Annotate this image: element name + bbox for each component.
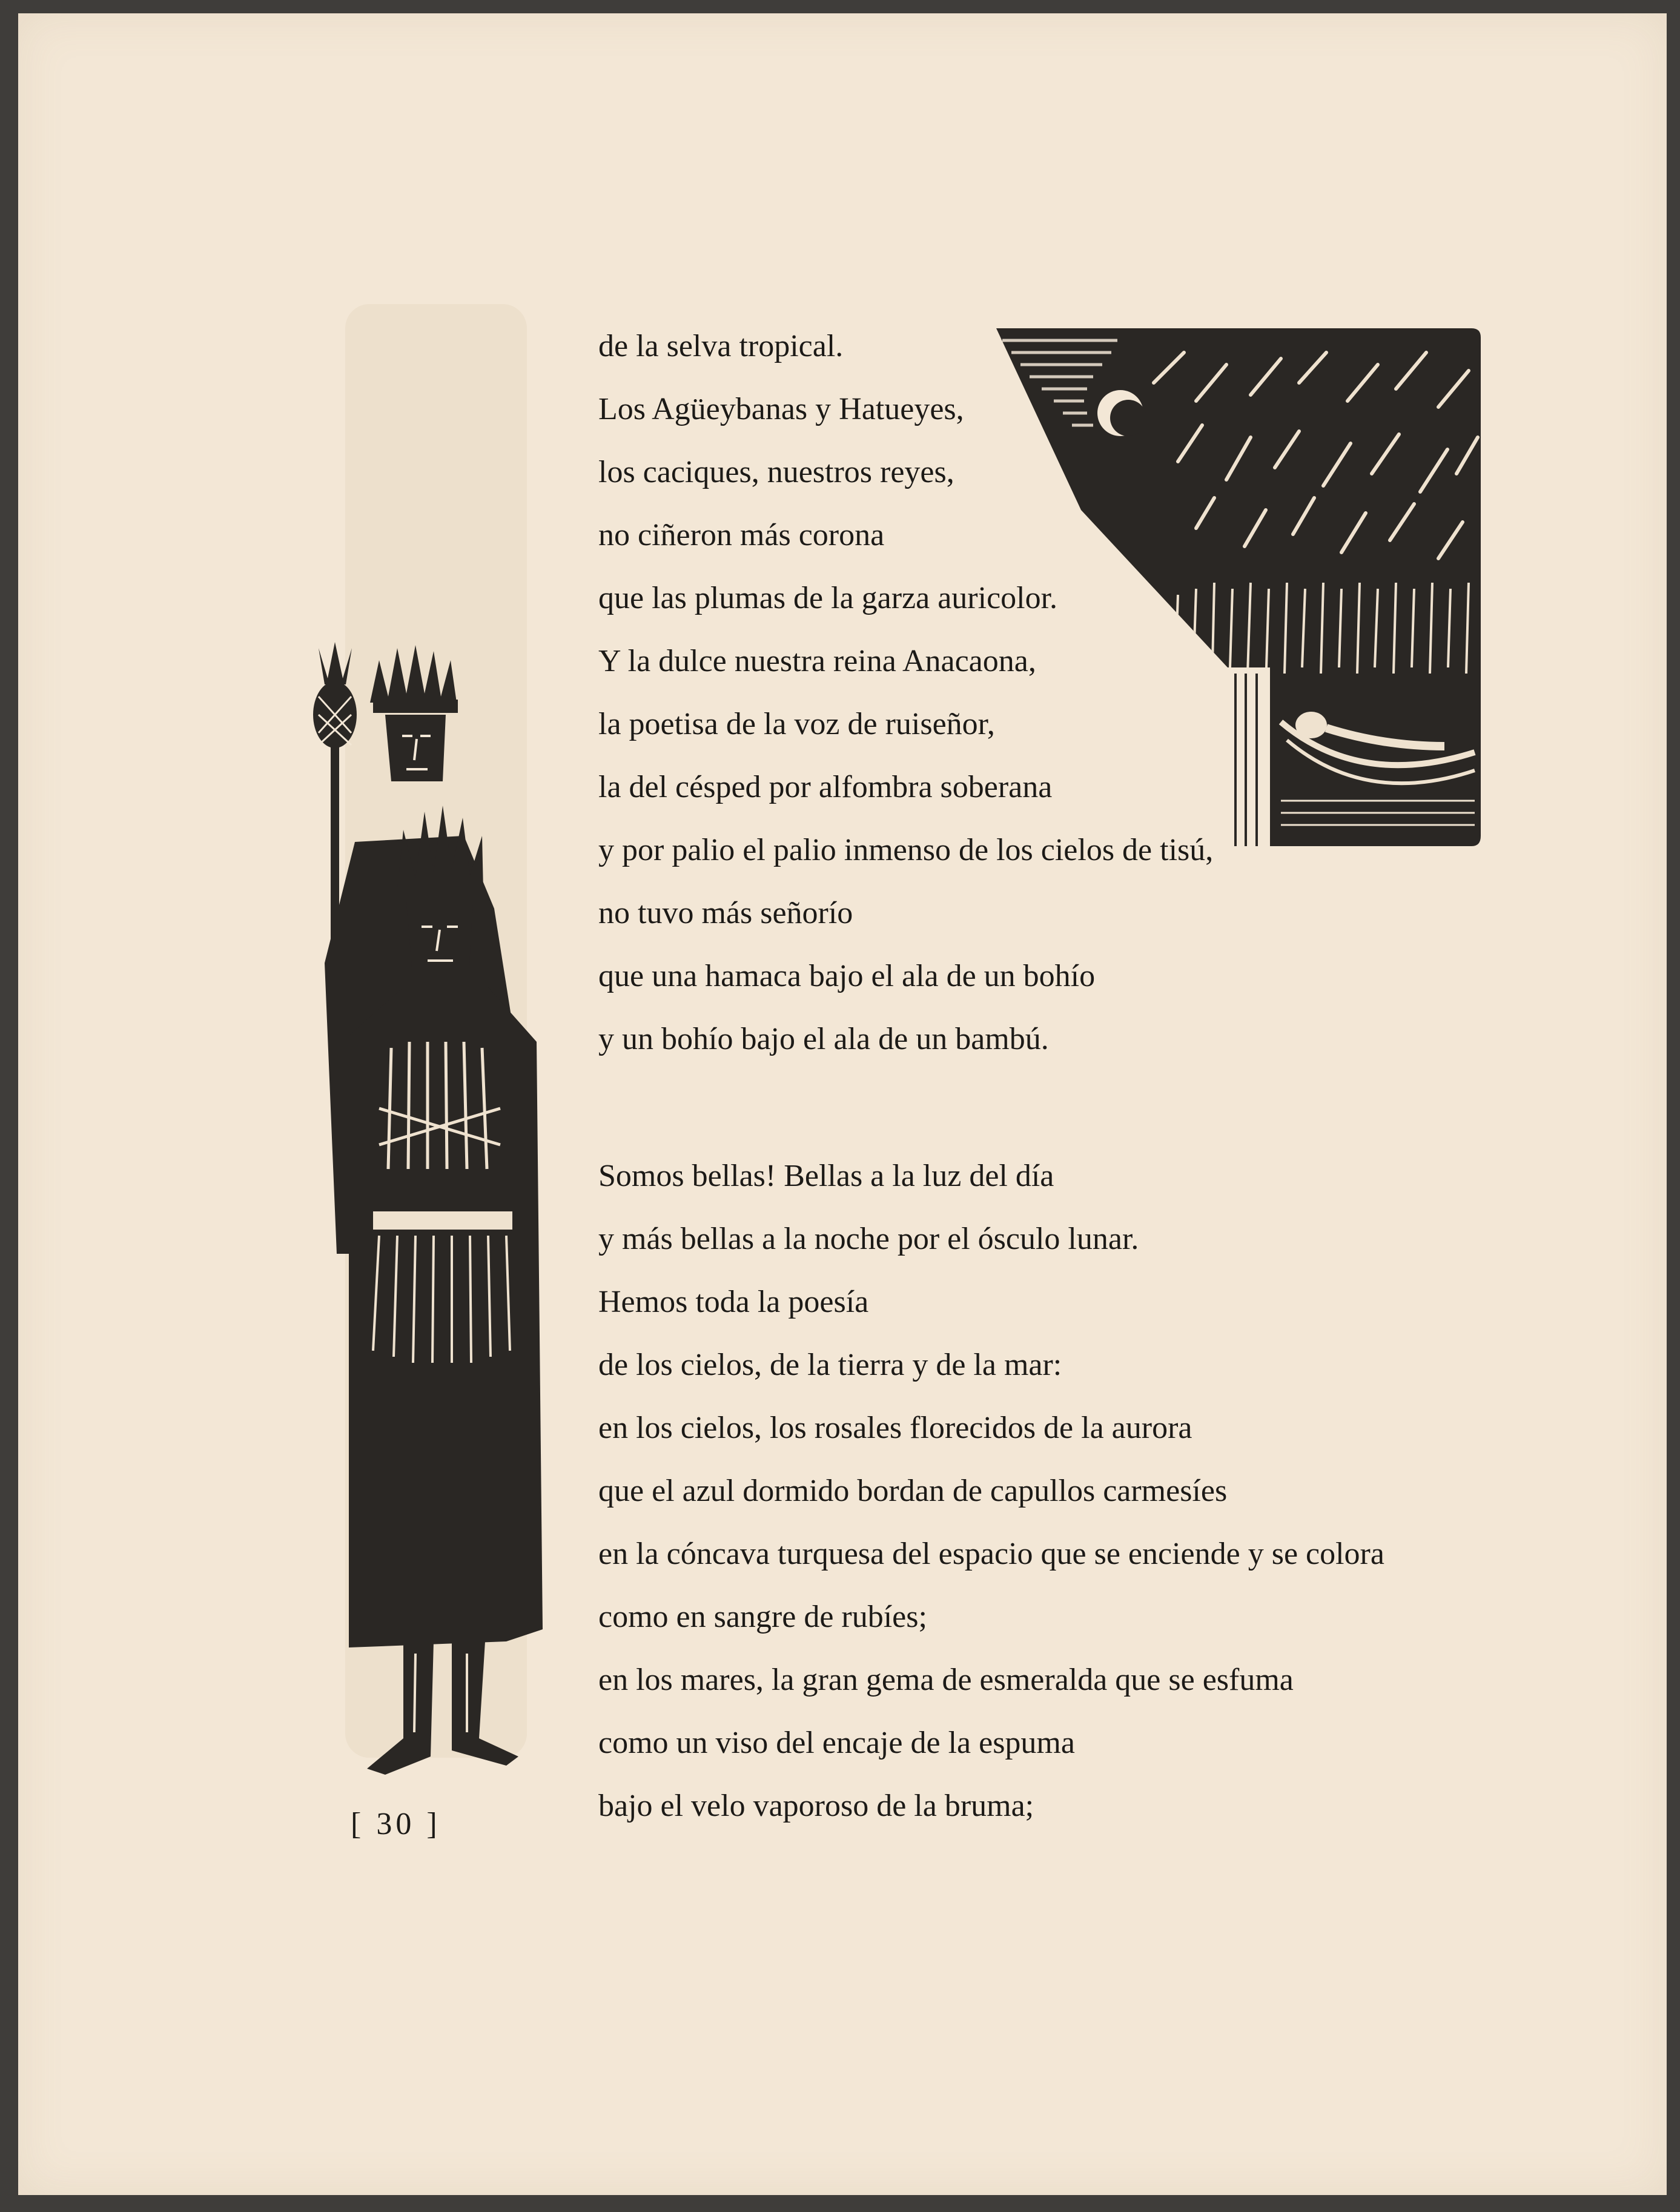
poem-line: como un viso del encaje de la espuma	[598, 1726, 1075, 1760]
poem-line: y más bellas a la noche por el ósculo lunar.	[598, 1222, 1139, 1256]
poem-line: los caciques, nuestros reyes,	[598, 455, 954, 489]
book-page	[18, 13, 1667, 2195]
poem-line: Y la dulce nuestra reina Anacaona,	[598, 644, 1036, 678]
poem-line: no ciñeron más corona	[598, 518, 885, 552]
poem-line: la poetisa de la voz de ruiseñor,	[598, 707, 995, 741]
woodcut-caciques-illustration	[313, 624, 591, 1787]
poem-line: en los cielos, los rosales florecidos de la aurora	[598, 1411, 1192, 1445]
poem-stanza-1	[598, 315, 1213, 1071]
poem-line: Los Agüeybanas y Hatueyes,	[598, 392, 964, 426]
poem-line: que las plumas de la garza auricolor.	[598, 581, 1058, 615]
poem-line: y por palio el palio inmenso de los cielos de tisú,	[598, 833, 1214, 867]
poem-line: en los mares, la gran gema de esmeralda que se esfuma	[598, 1663, 1294, 1697]
poem-line: que el azul dormido bordan de capullos carmesíes	[598, 1474, 1228, 1508]
poem-stanza-2	[598, 1145, 1384, 1838]
poem-line: la del césped por alfombra soberana	[598, 770, 1053, 804]
poem-line: que una hamaca bajo el ala de un bohío	[598, 959, 1096, 993]
poem-line: Hemos toda la poesía	[598, 1285, 869, 1319]
poem-line: de los cielos, de la tierra y de la mar:	[598, 1348, 1062, 1382]
poem-line: no tuvo más señorío	[598, 896, 853, 930]
page-number: [ 30 ]	[351, 1807, 441, 1841]
poem-line: y un bohío bajo el ala de un bambú.	[598, 1022, 1049, 1056]
poem-line: como en sangre de rubíes;	[598, 1600, 927, 1634]
poem-line: en la cóncava turquesa del espacio que se enciende y se colora	[598, 1537, 1384, 1571]
poem-line: Somos bellas! Bellas a la luz del día	[598, 1159, 1054, 1193]
poem-line: bajo el velo vaporoso de la bruma;	[598, 1789, 1034, 1823]
poem-line: de la selva tropical.	[598, 329, 844, 363]
